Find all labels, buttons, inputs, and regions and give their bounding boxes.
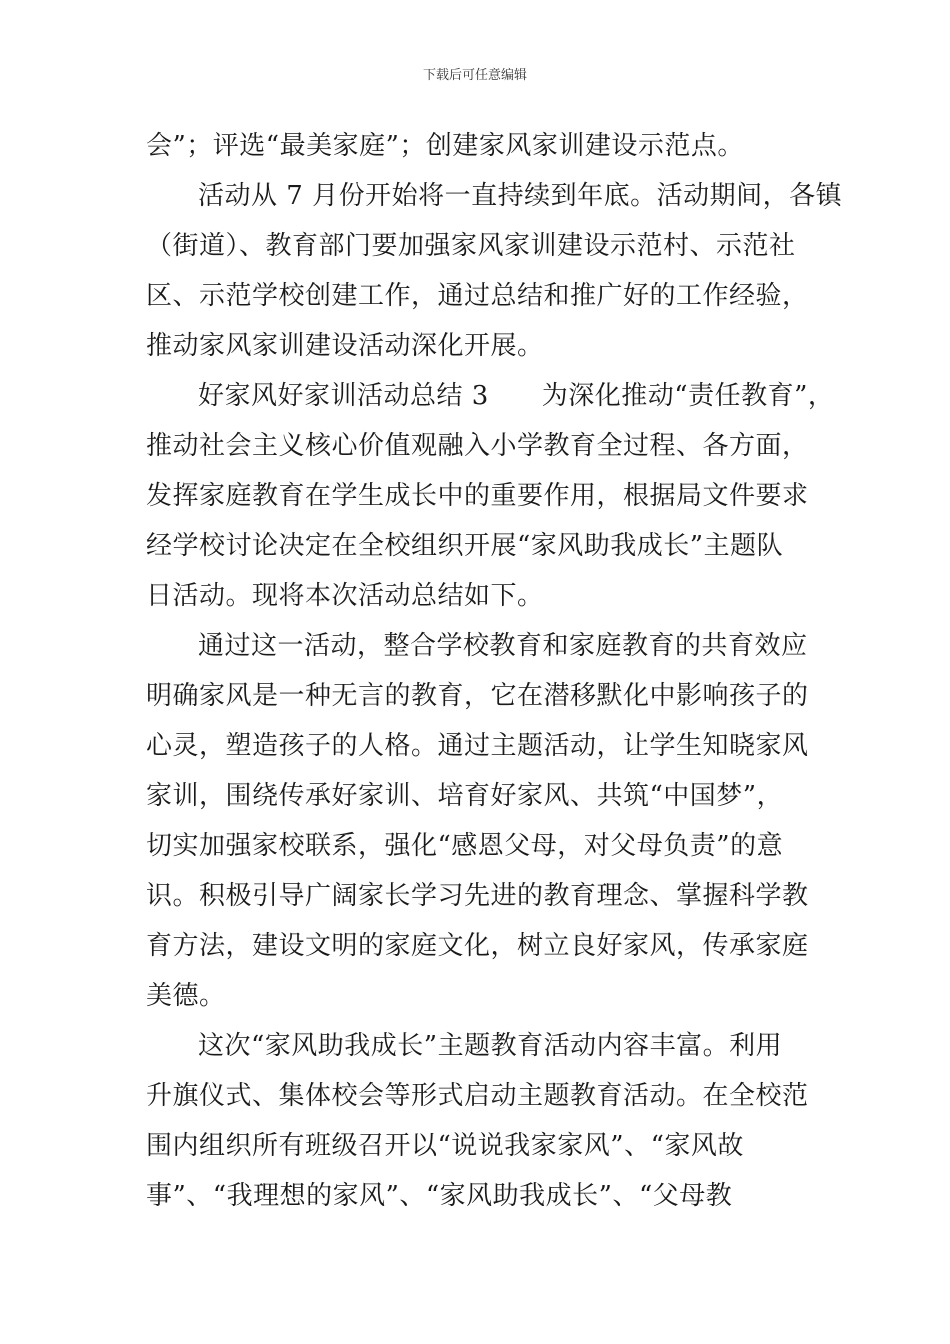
text-line: 心灵，塑造孩子的人格。通过主题活动，让学生知晓家风 xyxy=(146,731,809,761)
text-line: 经学校讨论决定在全校组织开展“家风助我成长”主题队 xyxy=(146,531,784,561)
text-line: 日活动。现将本次活动总结如下。 xyxy=(146,581,544,611)
text-line: 区、示范学校创建工作，通过总结和推广好的工作经验， xyxy=(146,281,809,311)
text-line: 家训，围绕传承好家训、培育好家风、共筑“中国梦”， xyxy=(146,781,784,811)
text-line: 推动社会主义核心价值观融入小学教育全过程、各方面， xyxy=(146,431,809,461)
text-line: 推动家风家训建设活动深化开展。 xyxy=(146,331,544,361)
document-body xyxy=(146,121,843,1221)
text-line: （街道）、教育部门要加强家风家训建设示范村、示范社 xyxy=(146,231,796,261)
text-line: 切实加强家校联系，强化“感恩父母，对父母负责”的意 xyxy=(146,831,784,861)
text-line: 好家风好家训活动总结 3 为深化推动“责任教育”， xyxy=(198,381,835,411)
text-line: 会”；评选“最美家庭”；创建家风家训建设示范点。 xyxy=(146,131,744,161)
text-line: 识。积极引导广阔家长学习先进的教育理念、掌握科学教 xyxy=(146,881,809,911)
text-line: 发挥家庭教育在学生成长中的重要作用，根据局文件要求 xyxy=(146,481,809,511)
text-line: 活动从 7 月份开始将一直持续到年底。活动期间，各镇 xyxy=(198,181,843,211)
text-line: 美德。 xyxy=(146,981,226,1011)
text-line: 明确家风是一种无言的教育，它在潜移默化中影响孩子的 xyxy=(146,681,809,711)
text-line: 育方法，建设文明的家庭文化，树立良好家风，传承家庭 xyxy=(146,931,809,961)
text-line: 升旗仪式、集体校会等形式启动主题教育活动。在全校范 xyxy=(146,1081,809,1111)
page-header-note: 下载后可任意编辑 xyxy=(422,68,527,83)
text-line: 通过这一活动，整合学校教育和家庭教育的共育效应 xyxy=(198,631,808,661)
text-line: 这次“家风助我成长”主题教育活动内容丰富。利用 xyxy=(198,1031,783,1061)
text-line: 围内组织所有班级召开以“说说我家家风”、“家风故 xyxy=(146,1131,744,1161)
text-line: 事”、“我理想的家风”、“家风助我成长”、“父母教 xyxy=(146,1181,733,1211)
